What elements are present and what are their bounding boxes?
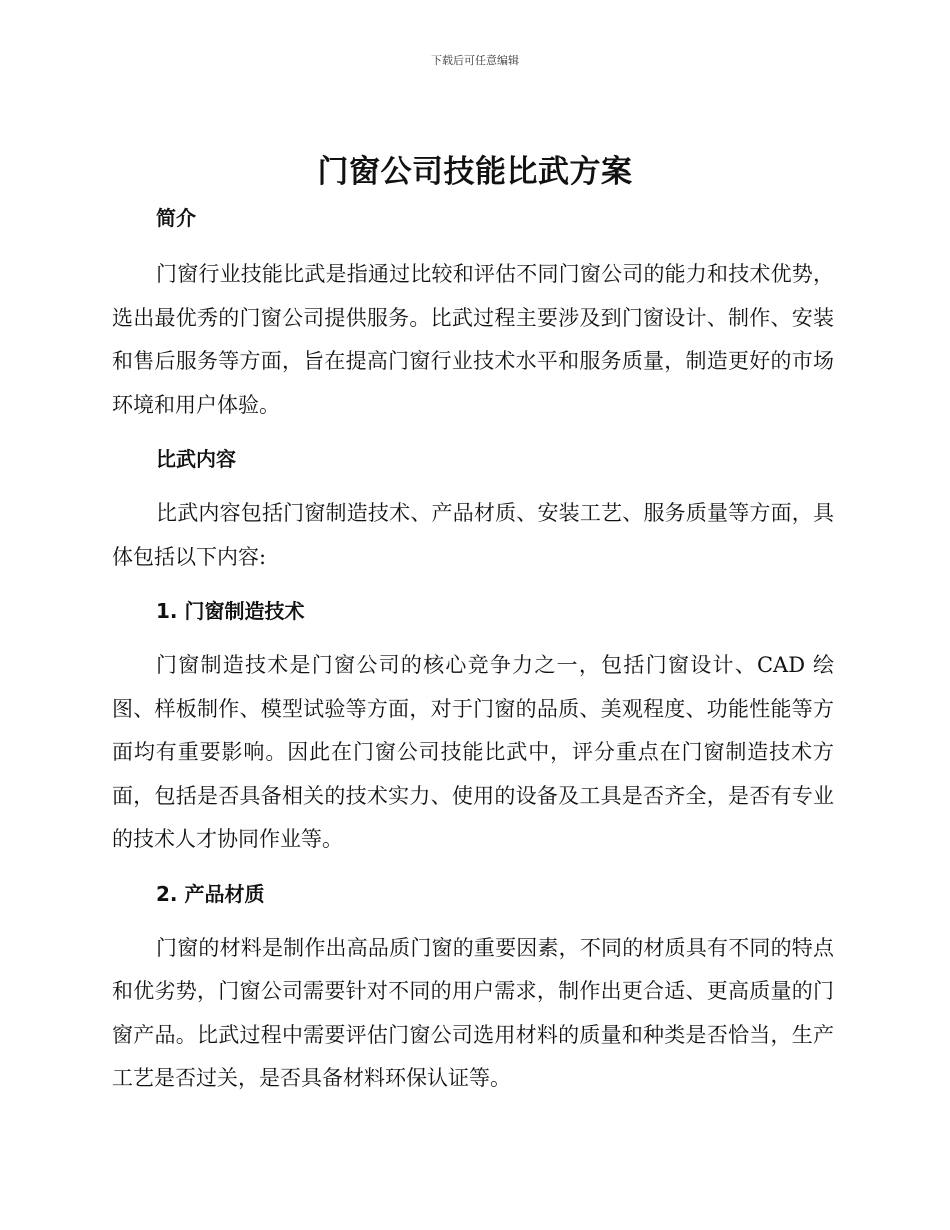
section-paragraph-intro: 门窗行业技能比武是指通过比较和评估不同门窗公司的能力和技术优势，选出最优秀的门窗公司提供服务。比武过程主要涉及到门窗设计、制作、安装和售后服务等方面，旨在提高门窗行业技术水平和服务质量，制造更好的市场环境和用户体验。	[112, 262, 834, 417]
section-heading-intro: 简介	[156, 206, 196, 230]
document-body	[112, 198, 834, 1101]
header-note: 下载后可任意编辑	[431, 54, 519, 67]
section-paragraph-materials: 门窗的材料是制作出高品质门窗的重要因素，不同的材质具有不同的特点和优劣势，门窗公司需要针对不同的用户需求，制作出更合适、更高质量的门窗产品。比武过程中需要评估门窗公司选用材料的质量和种类是否恰当，生产工艺是否过关，是否具备材料环保认证等。	[112, 935, 834, 1090]
section-paragraph-contest-content: 比武内容包括门窗制造技术、产品材质、安装工艺、服务质量等方面，具体包括以下内容:	[112, 501, 834, 569]
section-heading-contest-content: 比武内容	[156, 447, 236, 471]
section-paragraph-manufacturing: 门窗制造技术是门窗公司的核心竞争力之一，包括门窗设计、CAD 绘图、样板制作、模型试验等方面，对于门窗的品质、美观程度、功能性能等方面均有重要影响。因此在门窗公司技能比武中，评分重点在门窗制造技术方面，包括是否具备相关的技术实力、使用的设备及工具是否齐全，是否有专业的技术人才协同作业等。	[112, 653, 834, 851]
section-heading-materials: 2. 产品材质	[156, 881, 265, 906]
section-heading-manufacturing: 1. 门窗制造技术	[156, 599, 305, 623]
document-title: 门窗公司技能比武方案	[317, 154, 633, 190]
